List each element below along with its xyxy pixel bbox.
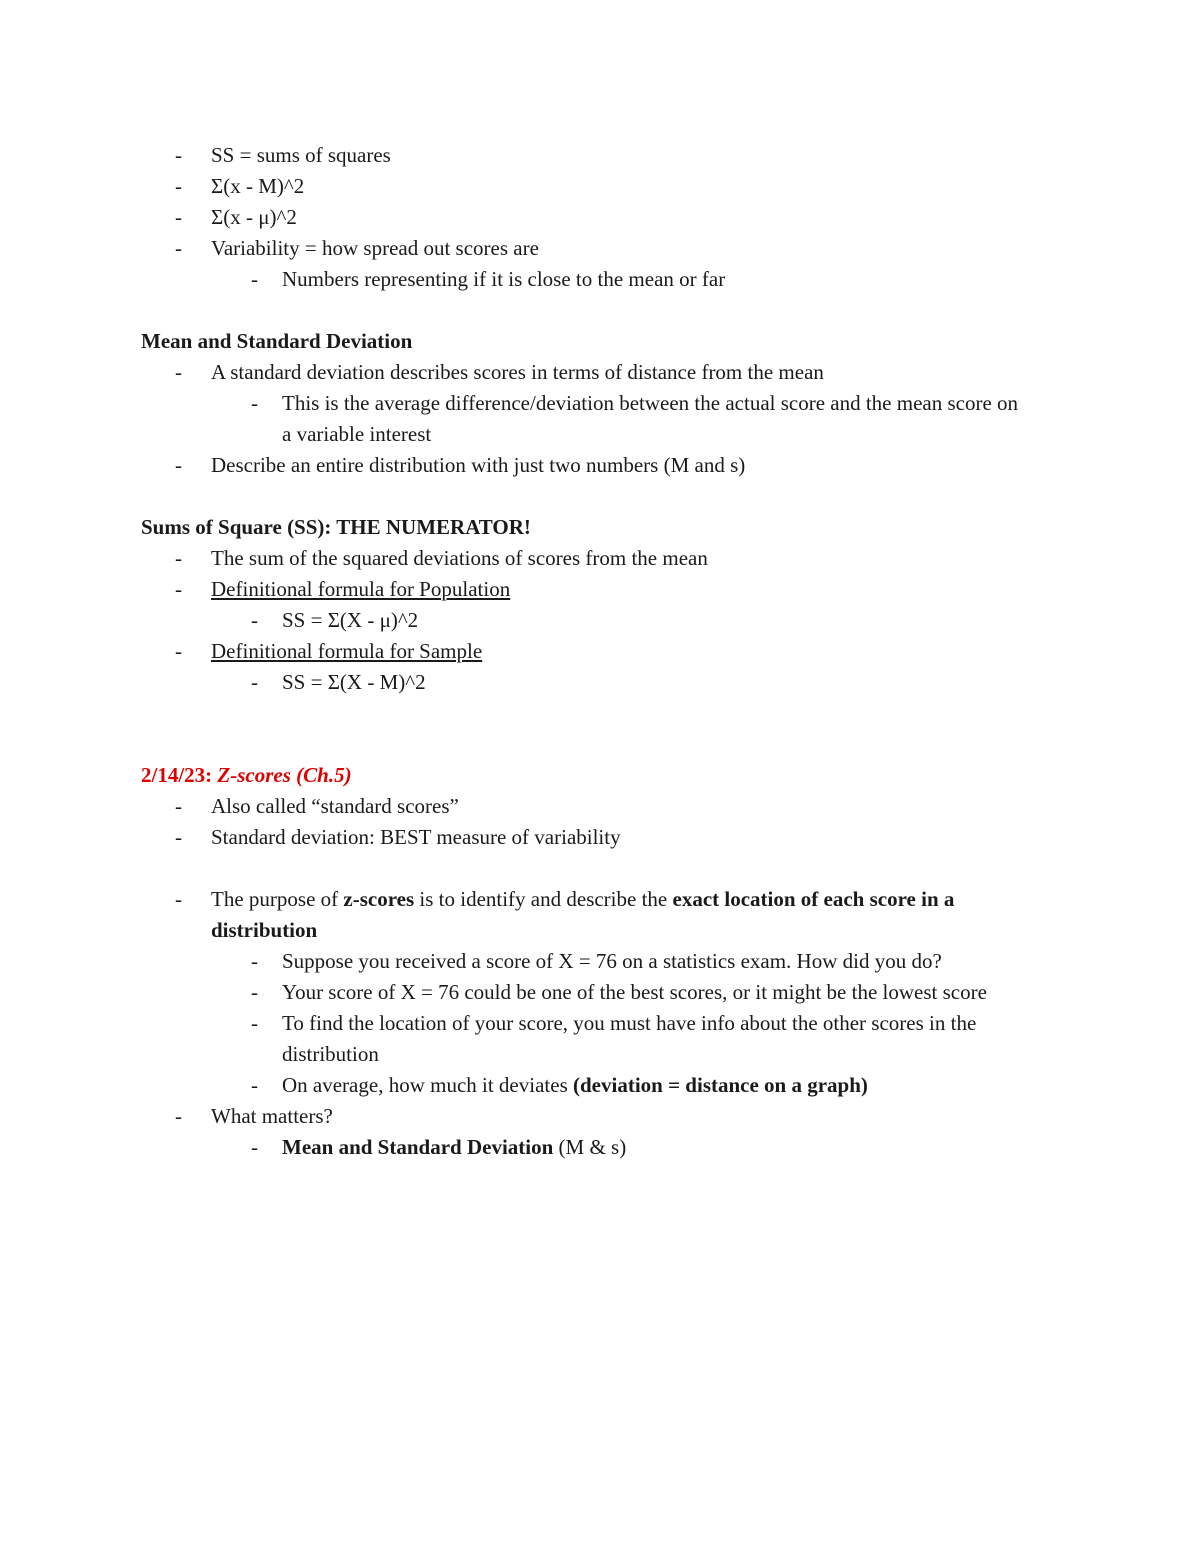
bullet-dash: - bbox=[175, 887, 182, 911]
section-heading-mean-sd: Mean and Standard Deviation bbox=[141, 329, 413, 353]
sample-formula: SS = Σ(X - M)^2 bbox=[282, 670, 426, 694]
population-formula: SS = Σ(X - μ)^2 bbox=[282, 608, 419, 632]
list-item bbox=[141, 636, 1061, 667]
zscores-subitem: Your score of X = 76 could be one of the best scores, or it might be the lowest score bbox=[282, 980, 987, 1004]
mean-sd-emphasis: Mean and Standard Deviation bbox=[282, 1135, 554, 1159]
section-heading-ss: Sums of Square (SS): THE NUMERATOR! bbox=[141, 515, 531, 539]
zscores-item: Also called “standard scores” bbox=[211, 794, 459, 818]
mean-sd-item: Describe an entire distribution with just two numbers (M and s) bbox=[211, 453, 746, 477]
bullet-dash: - bbox=[175, 143, 182, 167]
list-item bbox=[141, 388, 1022, 450]
purpose-emphasis: exact location of each score in a distribution bbox=[211, 887, 955, 942]
purpose-text: The purpose of bbox=[211, 887, 344, 911]
variability-subitem: Numbers representing if it is close to the mean or far bbox=[282, 267, 726, 291]
bullet-dash: - bbox=[175, 453, 182, 477]
list-item bbox=[141, 822, 1061, 853]
what-matters: What matters? bbox=[211, 1104, 333, 1128]
zscores-item: Standard deviation: BEST measure of variability bbox=[211, 825, 621, 849]
list-item bbox=[141, 450, 1061, 481]
population-formula-label: Definitional formula for Population bbox=[211, 577, 511, 601]
bullet-dash: - bbox=[175, 825, 182, 849]
zscores-title: Z-scores (Ch.5) bbox=[217, 763, 352, 787]
bullet-dash: - bbox=[251, 1073, 258, 1097]
variability-definition: Variability = how spread out scores are bbox=[211, 236, 539, 260]
list-item bbox=[141, 1070, 1061, 1101]
bullet-dash: - bbox=[175, 546, 182, 570]
bullet-dash: - bbox=[175, 794, 182, 818]
ss-item: The sum of the squared deviations of scores from the mean bbox=[211, 546, 708, 570]
bullet-dash: - bbox=[251, 608, 258, 632]
zscores-date: 2/14/23: bbox=[141, 763, 218, 787]
list-item bbox=[141, 667, 1061, 698]
bullet-dash: - bbox=[175, 360, 182, 384]
zscores-subitem: To find the location of your score, you must have info about the other scores in the distribution bbox=[282, 1011, 977, 1066]
zscores-subitem: Suppose you received a score of X = 76 on a statistics exam. How did you do? bbox=[282, 949, 942, 973]
bullet-dash: - bbox=[175, 1104, 182, 1128]
spacer bbox=[141, 481, 1061, 512]
list-item bbox=[141, 977, 1042, 1008]
list-item bbox=[141, 605, 1061, 636]
formula-sum-mu: Σ(x - μ)^2 bbox=[211, 205, 297, 229]
bullet-dash: - bbox=[251, 949, 258, 973]
list-item bbox=[141, 884, 1061, 946]
list-item bbox=[141, 140, 1061, 171]
mean-sd-item: A standard deviation describes scores in terms of distance from the mean bbox=[211, 360, 824, 384]
zscores-subitem: On average, how much it deviates bbox=[282, 1073, 573, 1097]
bullet-dash: - bbox=[175, 174, 182, 198]
list-item bbox=[141, 1008, 1042, 1070]
list-item bbox=[141, 233, 1061, 264]
spacer bbox=[141, 295, 1061, 326]
list-item bbox=[141, 791, 1061, 822]
mean-sd-subitem: This is the average difference/deviation between the actual score and the mean score on a variable interest bbox=[282, 391, 1019, 446]
purpose-text: is to identify and describe the bbox=[414, 887, 673, 911]
list-item bbox=[141, 171, 1061, 202]
mean-sd-abbrev: (M & s) bbox=[553, 1135, 627, 1159]
bullet-dash: - bbox=[175, 639, 182, 663]
deviation-emphasis: (deviation = distance on a graph) bbox=[573, 1073, 868, 1097]
list-item bbox=[141, 574, 1061, 605]
list-item bbox=[141, 357, 1061, 388]
list-item bbox=[141, 202, 1061, 233]
bullet-dash: - bbox=[251, 267, 258, 291]
spacer bbox=[141, 698, 1061, 760]
document-content bbox=[141, 140, 1061, 1163]
bullet-dash: - bbox=[251, 980, 258, 1004]
bullet-dash: - bbox=[175, 205, 182, 229]
sample-formula-label: Definitional formula for Sample bbox=[211, 639, 483, 663]
purpose-zscores-term: z-scores bbox=[343, 887, 415, 911]
ss-definition: SS = sums of squares bbox=[211, 143, 391, 167]
list-item bbox=[141, 1101, 1061, 1132]
list-item bbox=[141, 264, 1061, 295]
list-item bbox=[141, 946, 1061, 977]
spacer bbox=[141, 853, 1061, 884]
list-item bbox=[141, 543, 1061, 574]
formula-sum-m: Σ(x - M)^2 bbox=[211, 174, 305, 198]
bullet-dash: - bbox=[251, 1135, 258, 1159]
bullet-dash: - bbox=[251, 1011, 258, 1035]
bullet-dash: - bbox=[175, 577, 182, 601]
section-heading-zscores bbox=[141, 760, 1061, 791]
bullet-dash: - bbox=[251, 670, 258, 694]
list-item bbox=[141, 1132, 1061, 1163]
bullet-dash: - bbox=[251, 391, 258, 415]
bullet-dash: - bbox=[175, 236, 182, 260]
